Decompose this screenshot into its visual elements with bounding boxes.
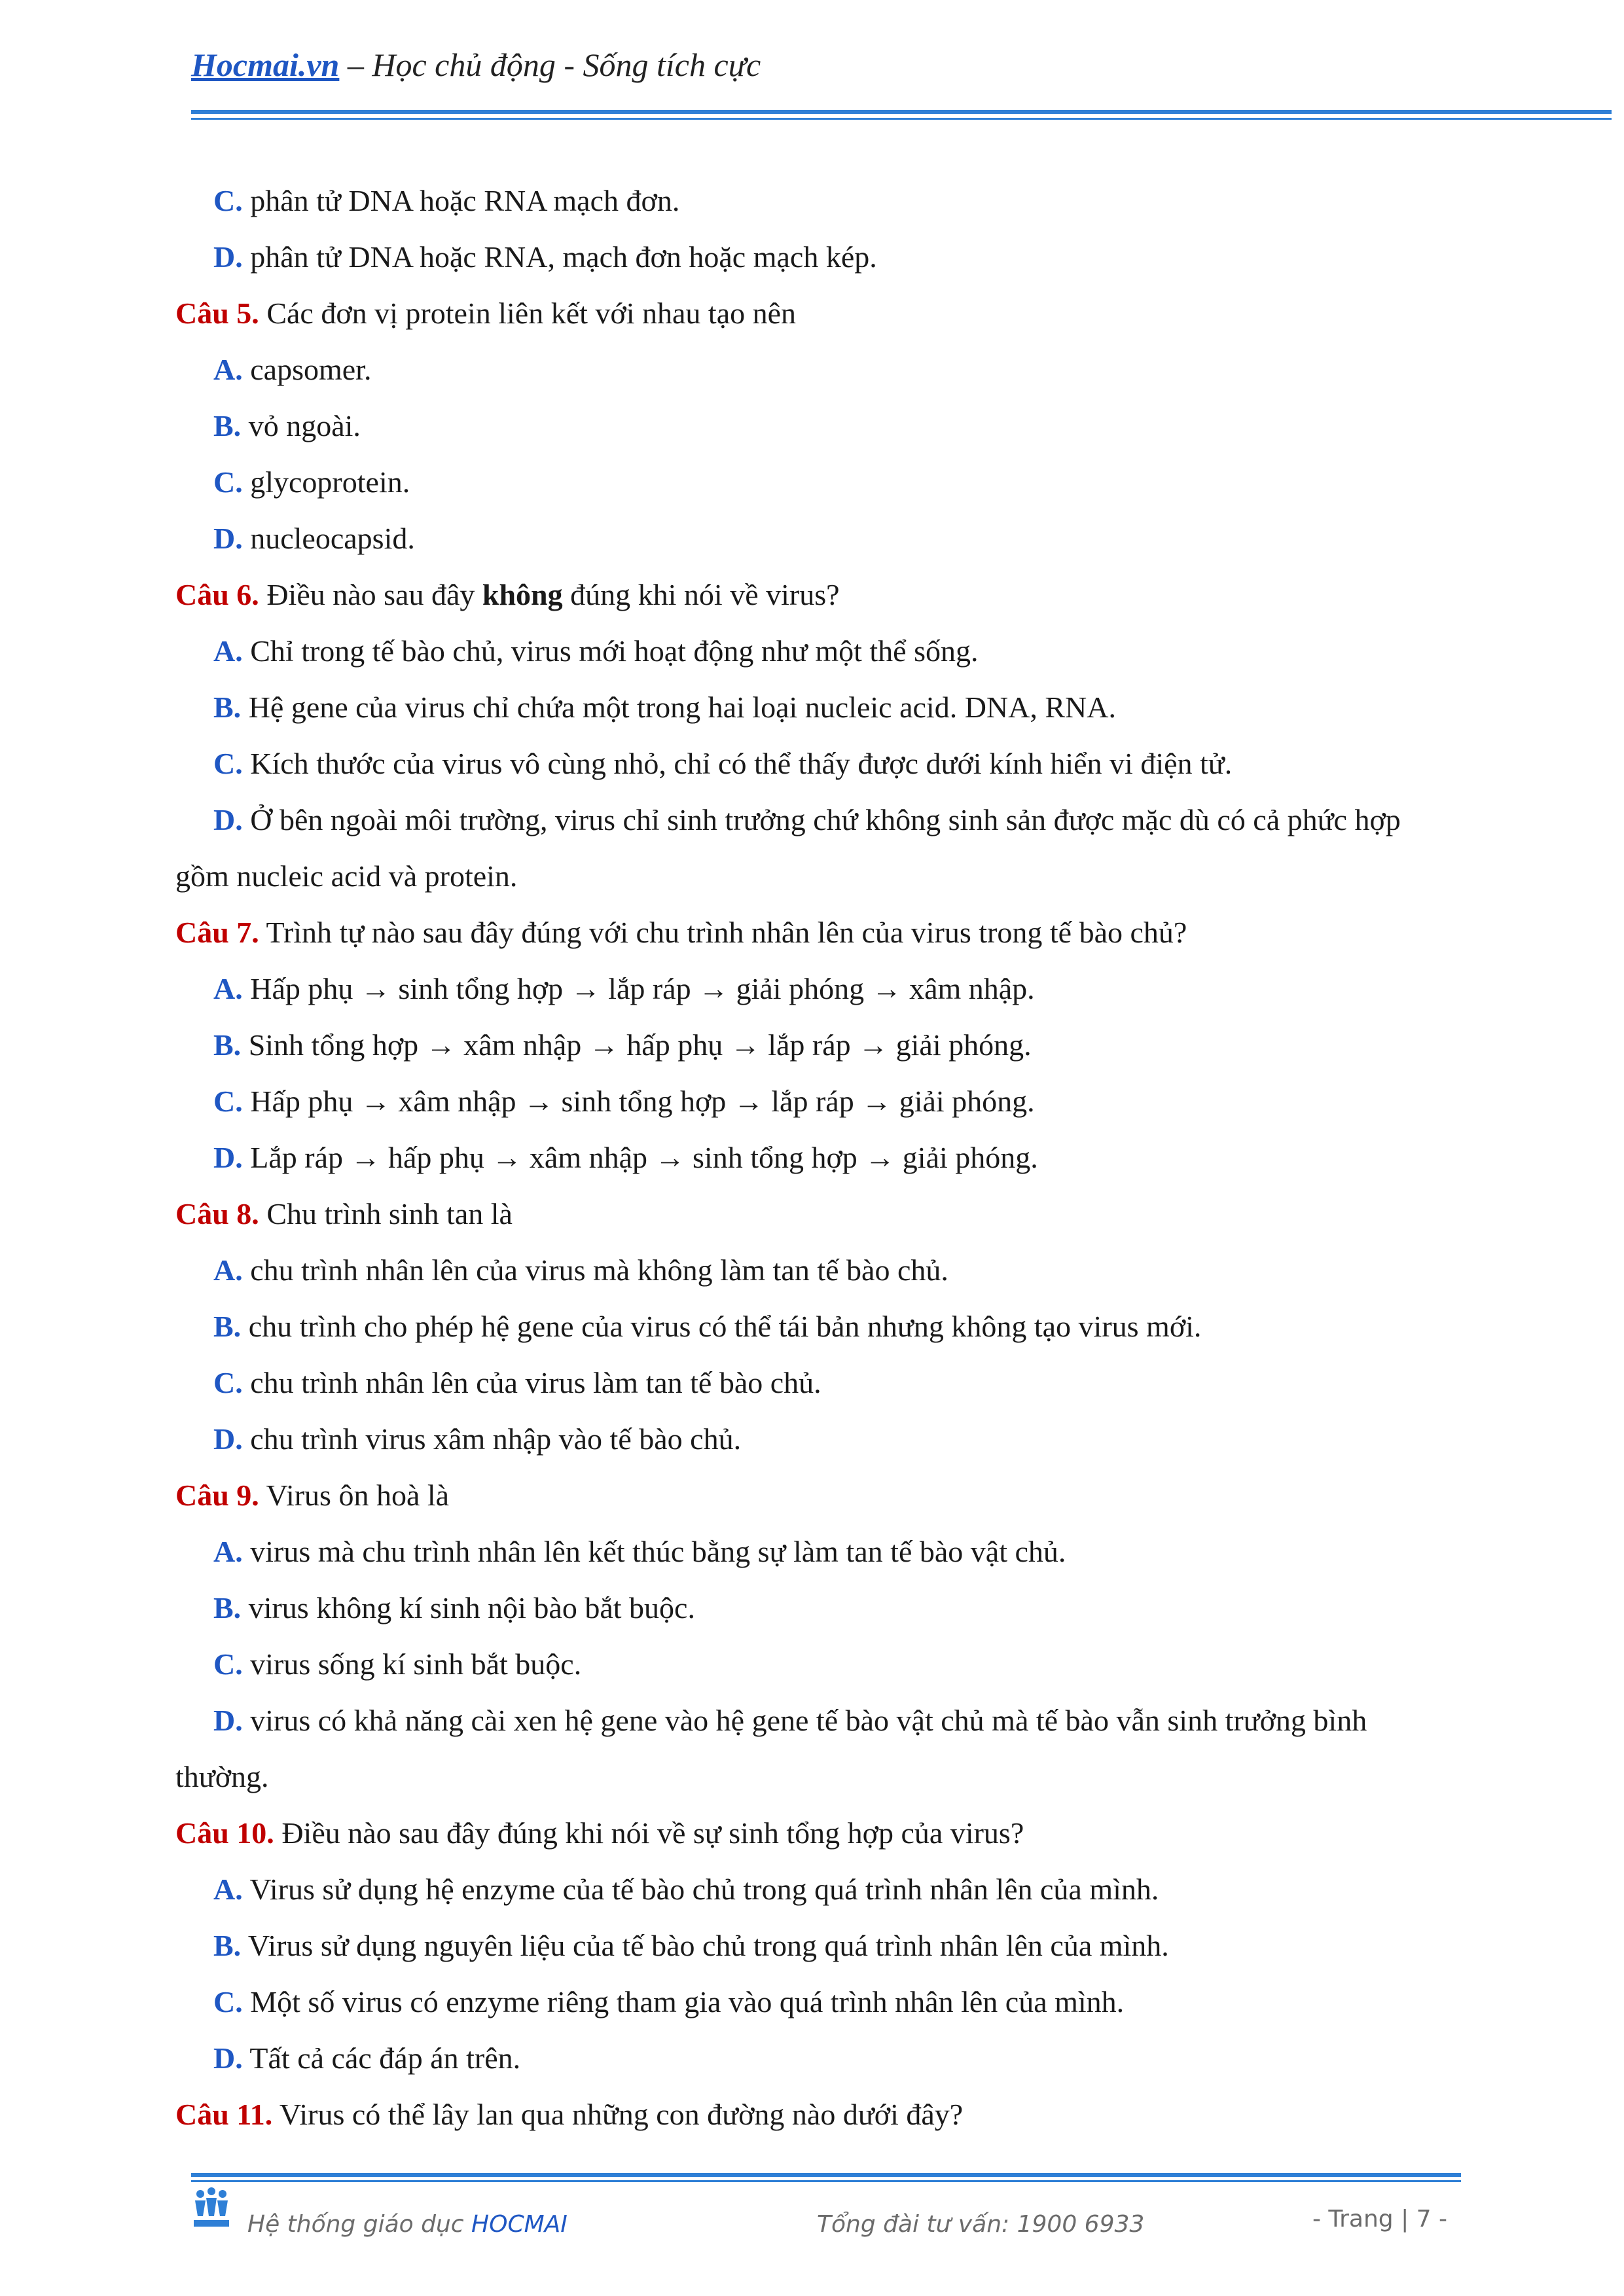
answer-option — [175, 792, 1511, 905]
option-letter: C. — [213, 465, 243, 499]
option-line-1 — [175, 1693, 1511, 1749]
answer-option — [175, 1636, 1511, 1693]
option-line-2 — [175, 1749, 1511, 1805]
hocmai-logo-icon — [191, 2186, 232, 2232]
answer-option — [175, 173, 1511, 229]
question-line — [175, 285, 1511, 342]
option-letter: D. — [213, 1704, 243, 1737]
question-line — [175, 2087, 1511, 2143]
question-text: Điều nào sau đây — [259, 578, 482, 611]
option-text: Một số virus có enzyme riêng tham gia vào quá trình nhân lên của mình. — [242, 1985, 1125, 2018]
option-letter: C. — [213, 1647, 243, 1681]
option-text: Hệ gene của virus chỉ chứa một trong hai loại nucleic acid. DNA, RNA. — [241, 691, 1116, 724]
option-letter: A. — [213, 1253, 243, 1287]
answer-option — [175, 1073, 1511, 1130]
option-text: Chỉ trong tế bào chủ, virus mới hoạt động như một thể sống. — [242, 634, 979, 668]
footer-company-prefix: Hệ thống giáo dục — [247, 2211, 472, 2238]
answer-option — [175, 2030, 1511, 2087]
option-text: chu trình virus xâm nhập vào tế bào chủ. — [242, 1422, 742, 1456]
option-text: glycoprotein. — [242, 465, 410, 499]
answer-option — [175, 1242, 1511, 1299]
question-emphasis: không — [482, 578, 563, 611]
question-number: Câu 11. — [175, 2098, 273, 2131]
option-letter: A. — [213, 1873, 243, 1906]
option-text: virus không kí sinh nội bào bắt buộc. — [241, 1591, 695, 1624]
answer-option — [175, 1693, 1511, 1805]
footer-company — [247, 2211, 568, 2238]
answer-option — [175, 679, 1511, 736]
option-line-1 — [175, 792, 1511, 848]
question-text: Chu trình sinh tan là — [259, 1197, 513, 1230]
question-text: Virus có thể lây lan qua những con đường nào dưới đây? — [272, 2098, 964, 2131]
question-text-end: đúng khi nói về virus? — [562, 578, 840, 611]
page-number: - Trang | 7 - — [1312, 2206, 1448, 2233]
option-text: Hấp phụ → sinh tổng hợp → lắp ráp → giải phóng → xâm nhập. — [242, 972, 1035, 1005]
answer-option — [175, 229, 1511, 285]
option-letter: B. — [213, 1028, 242, 1062]
answer-option — [175, 1918, 1511, 1974]
option-letter: D. — [213, 803, 243, 836]
option-letter: D. — [213, 522, 243, 555]
footer-hotline: Tổng đài tư vấn: 1900 6933 — [817, 2211, 1145, 2238]
answer-option — [175, 623, 1511, 679]
question-text: Điều nào sau đây đúng khi nói về sự sinh tổng hợp của virus? — [274, 1816, 1024, 1850]
option-letter: C. — [213, 1985, 243, 2018]
option-text: virus có khả năng cài xen hệ gene vào hệ gene tế bào vật chủ mà tế bào vẫn sinh trưởng bình — [242, 1704, 1367, 1737]
page-header — [191, 46, 761, 84]
option-text: capsomer. — [242, 353, 372, 386]
option-text: virus mà chu trình nhân lên kết thúc bằng sự làm tan tế bào vật chủ. — [242, 1535, 1066, 1568]
question-number: Câu 5. — [175, 296, 259, 330]
answer-option — [175, 1524, 1511, 1580]
option-text: Kích thước của virus vô cùng nhỏ, chỉ có thể thấy được dưới kính hiển vi điện tử. — [242, 747, 1233, 780]
footer-rule-thin — [191, 2180, 1461, 2182]
question-text: Trình tự nào sau đây đúng với chu trình nhân lên của virus trong tế bào chủ? — [259, 916, 1187, 949]
option-text: Hấp phụ → xâm nhập → sinh tổng hợp → lắp ráp → giải phóng. — [242, 1085, 1035, 1118]
footer-rule — [191, 2173, 1461, 2177]
option-letter: D. — [213, 1141, 243, 1174]
option-letter: B. — [213, 1591, 242, 1624]
option-text: Virus sử dụng hệ enzyme của tế bào chủ trong quá trình nhân lên của mình. — [242, 1873, 1159, 1906]
question-number: Câu 7. — [175, 916, 259, 949]
option-letter: B. — [213, 409, 242, 442]
option-letter: A. — [213, 634, 243, 668]
option-text: Sinh tổng hợp → xâm nhập → hấp phụ → lắp ráp → giải phóng. — [241, 1028, 1032, 1062]
answer-option — [175, 454, 1511, 511]
answer-option — [175, 961, 1511, 1017]
option-text: phân tử DNA hoặc RNA, mạch đơn hoặc mạch kép. — [242, 240, 877, 274]
question-line — [175, 567, 1511, 623]
option-text: vỏ ngoài. — [241, 409, 361, 442]
answer-option — [175, 398, 1511, 454]
answer-option — [175, 1411, 1511, 1467]
option-letter: C. — [213, 184, 243, 217]
option-text: nucleocapsid. — [242, 522, 415, 555]
answer-option — [175, 1861, 1511, 1918]
option-text: Lắp ráp → hấp phụ → xâm nhập → sinh tổng hợp → giải phóng. — [242, 1141, 1038, 1174]
answer-option — [175, 736, 1511, 792]
option-letter: C. — [213, 1366, 243, 1399]
option-letter: C. — [213, 1085, 243, 1118]
option-text-continued: gồm nucleic acid và protein. — [175, 859, 518, 893]
option-text: chu trình nhân lên của virus mà không làm tan tế bào chủ. — [242, 1253, 948, 1287]
question-text: Các đơn vị protein liên kết với nhau tạo nên — [259, 296, 797, 330]
question-line — [175, 1467, 1511, 1524]
option-letter: D. — [213, 240, 243, 274]
brand-link[interactable]: Hocmai.vn — [191, 46, 340, 83]
question-number: Câu 10. — [175, 1816, 274, 1850]
option-text: Tất cả các đáp án trên. — [242, 2041, 521, 2075]
header-rule — [191, 110, 1612, 114]
option-text: chu trình cho phép hệ gene của virus có thể tái bản nhưng không tạo virus mới. — [241, 1310, 1202, 1343]
option-letter: C. — [213, 747, 243, 780]
answer-option — [175, 1017, 1511, 1073]
option-text: chu trình nhân lên của virus làm tan tế bào chủ. — [242, 1366, 821, 1399]
option-letter: A. — [213, 1535, 243, 1568]
option-letter: B. — [213, 1310, 242, 1343]
question-line — [175, 1186, 1511, 1242]
option-text: virus sống kí sinh bắt buộc. — [242, 1647, 582, 1681]
option-text: Virus sử dụng nguyên liệu của tế bào chủ trong quá trình nhân lên của mình. — [241, 1929, 1169, 1962]
header-rule-thin — [191, 118, 1612, 120]
answer-option — [175, 1299, 1511, 1355]
answer-option — [175, 1130, 1511, 1186]
option-letter: D. — [213, 1422, 243, 1456]
option-letter: A. — [213, 972, 243, 1005]
question-text: Virus ôn hoà là — [259, 1479, 450, 1512]
option-letter: D. — [213, 2041, 243, 2075]
option-letter: B. — [213, 691, 242, 724]
option-line-2 — [175, 848, 1511, 905]
question-content — [175, 173, 1511, 2143]
option-text-continued: thường. — [175, 1760, 269, 1793]
answer-option — [175, 511, 1511, 567]
header-separator: – — [339, 46, 372, 83]
question-line — [175, 905, 1511, 961]
question-number: Câu 9. — [175, 1479, 259, 1512]
option-text: phân tử DNA hoặc RNA mạch đơn. — [242, 184, 680, 217]
option-letter: B. — [213, 1929, 242, 1962]
answer-option — [175, 342, 1511, 398]
answer-option — [175, 1580, 1511, 1636]
option-text: Ở bên ngoài môi trường, virus chỉ sinh trưởng chứ không sinh sản được mặc dù có cả phức hợp — [242, 803, 1401, 836]
header-slogan: Học chủ động - Sống tích cực — [372, 46, 761, 83]
question-line — [175, 1805, 1511, 1861]
answer-option — [175, 1974, 1511, 2030]
question-number: Câu 6. — [175, 578, 259, 611]
question-number: Câu 8. — [175, 1197, 259, 1230]
footer-company-brand: HOCMAI — [471, 2211, 568, 2238]
option-letter: A. — [213, 353, 243, 386]
answer-option — [175, 1355, 1511, 1411]
